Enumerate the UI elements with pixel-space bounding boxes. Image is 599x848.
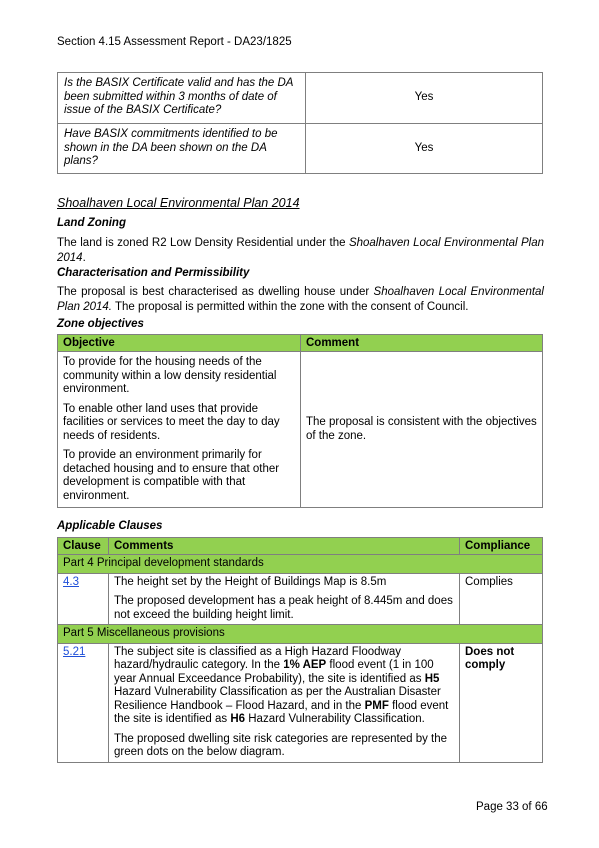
clause-comment: The proposed dwelling site risk categories are represented by the green dots on the below diagram. — [114, 732, 448, 758]
land-zoning-heading: Land Zoning — [57, 217, 126, 229]
table-header-row — [58, 538, 543, 555]
clause-column-header: Clause — [58, 538, 109, 555]
land-zoning-paragraph: The land is zoned R2 Low Density Residential under the Shoalhaven Local Environmental Plan 2014. — [57, 237, 544, 264]
table-header-row — [58, 335, 543, 352]
basix-question: Have BASIX commitments identified to be shown in the DA been shown on the DA plans? — [58, 124, 306, 174]
table-row — [58, 352, 543, 508]
clause-comments-cell — [109, 573, 460, 625]
table-section-row — [58, 625, 543, 644]
clause-comment: The subject site is classified as a High Hazard Floodway hazard/hydraulic category. In the 1% AEP flood event (1 in 100 year Annual Exceedance Probability), the site is identified as H5 Hazard Vulnerability Classification as per the Australian Disaster Resilience Handbook – Flood Hazard, and in the PMF flood event the site is identified as H6 Hazard Vulnerability Classification. — [114, 645, 449, 725]
page-header: Section 4.15 Assessment Report - DA23/1825 — [57, 36, 292, 48]
zone-objectives-heading: Zone objectives — [57, 318, 144, 330]
clause-id-cell — [58, 573, 109, 625]
page-number: Page 33 of 66 — [476, 801, 548, 813]
compliance-cell: Complies — [460, 573, 543, 625]
basix-question: Is the BASIX Certificate valid and has the DA been submitted within 3 months of date of issue of the BASIX Certificate? — [58, 73, 306, 124]
section-title: Shoalhaven Local Environmental Plan 2014 — [57, 196, 300, 210]
objective-item: To provide an environment primarily for detached housing and to ensure that other development is compatible with that environment. — [63, 449, 280, 502]
objective-item: To provide for the housing needs of the community within a low density residential environment. — [63, 356, 277, 395]
table-row — [58, 73, 543, 124]
basix-table — [57, 72, 543, 174]
clauses-table — [57, 537, 543, 763]
objective-item: To enable other land uses that provide facilities or services to meet the day to day needs of residents. — [63, 402, 280, 442]
clause-comments-cell — [109, 643, 460, 762]
clause-link[interactable]: 5.21 — [63, 645, 86, 658]
compliance-column-header: Compliance — [460, 538, 543, 555]
characterisation-heading: Characterisation and Permissibility — [57, 267, 250, 279]
basix-answer: Yes — [306, 73, 543, 124]
clause-comment: The height set by the Height of Buildings Map is 8.5m — [114, 575, 387, 588]
objectives-cell — [58, 352, 301, 508]
objective-column-header: Objective — [58, 335, 301, 352]
basix-answer: Yes — [306, 124, 543, 174]
comments-column-header: Comments — [109, 538, 460, 555]
table-row — [58, 643, 543, 762]
part-heading: Part 5 Miscellaneous provisions — [58, 625, 543, 644]
clause-id-cell — [58, 643, 109, 762]
objectives-comment: The proposal is consistent with the objectives of the zone. — [301, 352, 543, 508]
table-row — [58, 573, 543, 625]
applicable-clauses-heading: Applicable Clauses — [57, 520, 163, 532]
table-section-row — [58, 555, 543, 574]
zone-objectives-table — [57, 334, 543, 508]
comment-column-header: Comment — [301, 335, 543, 352]
part-heading: Part 4 Principal development standards — [58, 555, 543, 574]
characterisation-paragraph: The proposal is best characterised as dwelling house under Shoalhaven Local Environmental Plan 2014. The proposal is permitted within the zone with the consent of Council. — [57, 286, 544, 313]
table-row — [58, 124, 543, 174]
clause-link[interactable]: 4.3 — [63, 575, 79, 588]
clause-comment: The proposed development has a peak height of 8.445m and does not exceed the building height limit. — [114, 595, 453, 621]
compliance-cell: Does not comply — [460, 643, 543, 762]
